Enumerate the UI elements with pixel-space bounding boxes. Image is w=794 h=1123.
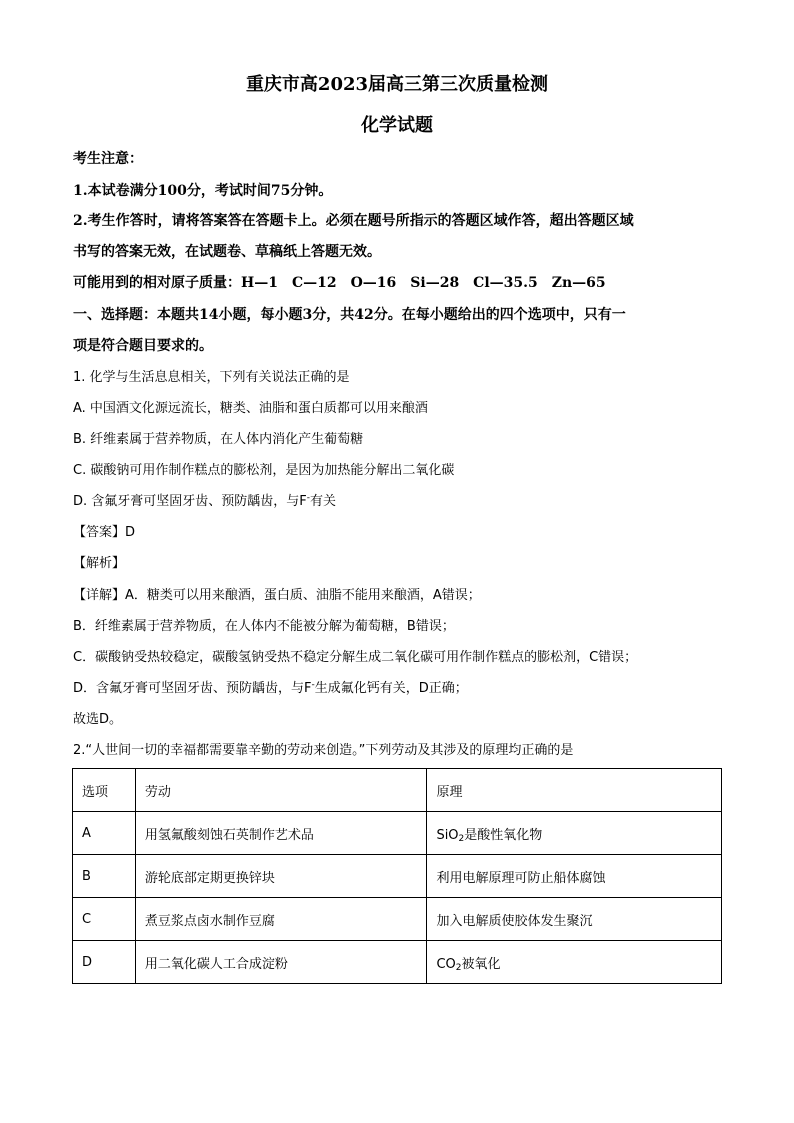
- table-cell-labor: 用氢氟酸刻蚀石英制作艺术品: [135, 812, 427, 855]
- table-cell-option: B: [73, 855, 136, 898]
- detail-a-text: A．糖类可以用来酿酒，蛋白质、油脂不能用来酿酒，A错误；: [125, 588, 481, 603]
- table-row: [73, 898, 722, 941]
- question-2-stem: 2.“人世间一切的幸福都需要靠辛勤的劳动来创造。”下列劳动及其涉及的原理均正确的是: [73, 743, 574, 758]
- answer-tag: 【答案】: [73, 525, 126, 540]
- answer-value: D: [125, 525, 136, 540]
- fluoride-charge: -: [306, 493, 311, 503]
- table-cell-principle: [427, 941, 722, 984]
- table-row: [73, 855, 722, 898]
- notice-item-2-line-2: 书写的答案无效，在试题卷、草稿纸上答题无效。: [73, 244, 381, 260]
- table-cell-labor: 用二氧化碳人工合成淀粉: [135, 941, 427, 984]
- question-1-option-b: B. 纤维素属于营养物质，在人体内消化产生葡萄糖: [73, 432, 364, 447]
- table-header-labor: 劳动: [135, 769, 427, 812]
- detail-tag: 【详解】: [73, 588, 126, 603]
- principle-sub: 2: [458, 833, 465, 844]
- principle-pre: 利用电解原理可防止船体腐蚀: [436, 870, 606, 886]
- principle-sub: 2: [455, 962, 462, 973]
- principle-pre: 加入电解质使胶体发生聚沉: [436, 913, 593, 929]
- table-row: [73, 941, 722, 984]
- conclusion: 故选D。: [73, 712, 123, 727]
- notice-item-2-line-1: 2.考生作答时，请将答案答在答题卡上。必须在题号所指示的答题区域作答，超出答题区域: [73, 213, 634, 229]
- table-header-option: 选项: [73, 769, 136, 812]
- section-1-line-2: 项是符合题目要求的。: [73, 338, 213, 354]
- notice-heading: 考生注意：: [73, 151, 143, 167]
- answer-line: [73, 523, 135, 543]
- option-d-text-pre: D. 含氟牙膏可坚固牙齿、预防龋齿，与F: [73, 494, 307, 509]
- detail-b: B．纤维素属于营养物质，在人体内不能被分解为葡萄糖，B错误；: [73, 619, 455, 634]
- notice-item-1: 1.本试卷满分100分，考试时间75分钟。: [73, 183, 333, 199]
- analysis-tag: 【解析】: [73, 556, 126, 571]
- principle-post: 是酸性氧化物: [464, 827, 543, 843]
- table-cell-principle: [427, 812, 722, 855]
- exam-subtitle: 化学试题: [361, 115, 433, 136]
- question-1-option-a: A. 中国酒文化源远流长，糖类、油脂和蛋白质都可以用来酿酒: [73, 401, 428, 416]
- option-d-text-post: 有关: [310, 494, 337, 509]
- table-header-row: [73, 769, 722, 812]
- exam-title: 重庆市高2023届高三第三次质量检测: [245, 74, 549, 95]
- question-1-option-d: [73, 492, 336, 512]
- table-cell-option: A: [73, 812, 136, 855]
- question-1-option-c: C. 碳酸钠可用作制作糕点的膨松剂，是因为加热能分解出二氧化碳: [73, 463, 455, 478]
- table-header-principle: 原理: [427, 769, 722, 812]
- detail-d-pre: D．含氟牙膏可坚固牙齿、预防龋齿，与F: [73, 681, 312, 696]
- detail-c: C．碳酸钠受热较稳定，碳酸氢钠受热不稳定分解生成二氧化碳可用作制作糕点的膨松剂，C错误；: [73, 650, 638, 665]
- principle-pre: SiO: [436, 827, 459, 843]
- table-cell-labor: 游轮底部定期更换锌块: [135, 855, 427, 898]
- table-cell-principle: [427, 855, 722, 898]
- principle-post: 被氧化: [461, 956, 501, 972]
- principle-pre: CO: [436, 956, 456, 972]
- detail-d: [73, 679, 468, 699]
- table-cell-option: C: [73, 898, 136, 941]
- detail-a: [73, 586, 481, 606]
- question-2-table: [72, 768, 722, 984]
- question-1-stem: 1. 化学与生活息息相关，下列有关说法正确的是: [73, 370, 350, 385]
- detail-d-post: 生成氟化钙有关，D正确；: [314, 681, 468, 696]
- table-cell-option: D: [73, 941, 136, 984]
- table-row: [73, 812, 722, 855]
- atomic-masses: 可能用到的相对原子质量：H—1 C—12 O—16 Si—28 Cl—35.5 Zn—65: [73, 275, 606, 291]
- section-1-line-1: 一、选择题：本题共14小题，每小题3分，共42分。在每小题给出的四个选项中，只有一: [73, 307, 626, 323]
- table-cell-principle: [427, 898, 722, 941]
- fluoride-charge: -: [311, 680, 315, 690]
- table-cell-labor: 煮豆浆点卤水制作豆腐: [135, 898, 427, 941]
